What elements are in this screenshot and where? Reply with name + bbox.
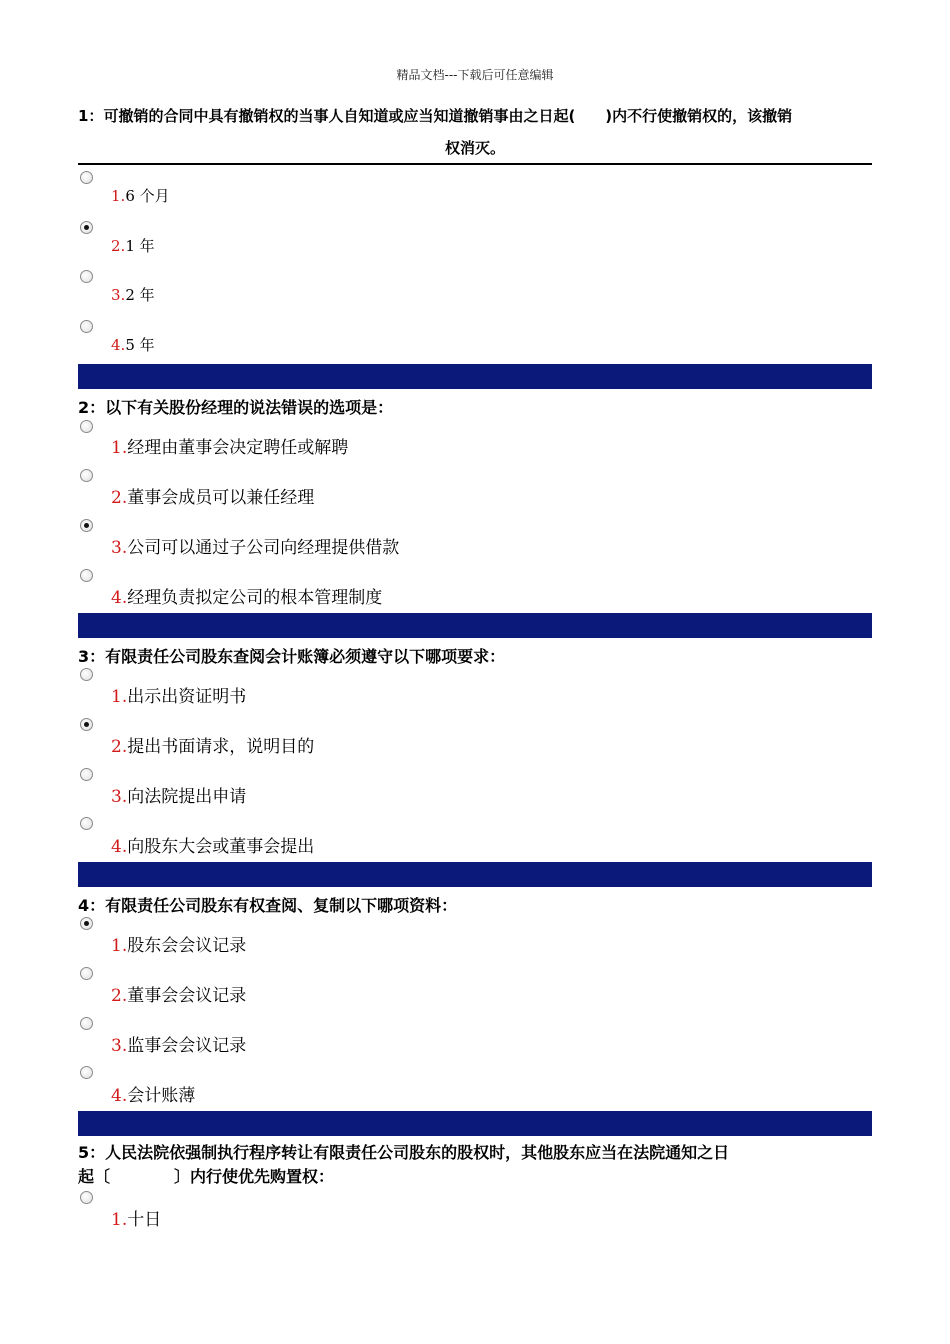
option-q4-4 [111, 1081, 195, 1106]
option-number: 4. [111, 837, 128, 857]
radio-button[interactable] [80, 768, 93, 781]
radio-button[interactable] [80, 718, 93, 731]
question-number: 3： [78, 647, 106, 666]
question-text: 人民法院依强制执行程序转让有限责任公司股东的股权时，其他股东应当在法院通知之日 [105, 1143, 730, 1162]
question-5 [78, 1141, 872, 1189]
option-q3-4 [111, 832, 314, 857]
option-label: 出示出资证明书 [127, 687, 247, 707]
separator-bar [78, 1111, 872, 1136]
option-number: 1. [111, 438, 128, 458]
option-q4-1 [111, 931, 246, 956]
radio-button[interactable] [80, 817, 93, 830]
radio-button[interactable] [80, 1066, 93, 1079]
option-label: 公司可以通过子公司向经理提供借款 [127, 538, 400, 558]
option-label: 2 年 [125, 286, 155, 304]
option-number: 3. [111, 538, 128, 558]
radio-button[interactable] [80, 469, 93, 482]
question-number: 5： [78, 1143, 106, 1162]
option-label: 董事会会议记录 [127, 986, 247, 1006]
option-label: 向法院提出申请 [127, 787, 247, 807]
question-number: 2： [78, 398, 106, 417]
divider-rule [78, 163, 872, 165]
option-number: 4. [111, 1086, 128, 1106]
option-number: 4. [111, 336, 126, 354]
option-label: 6 个月 [125, 187, 170, 205]
option-q2-1 [111, 433, 348, 458]
question-text-continued: 权消灭。 [444, 139, 505, 157]
radio-button[interactable] [80, 1017, 93, 1030]
option-number: 1. [111, 687, 128, 707]
question-1 [78, 100, 872, 164]
option-number: 2. [111, 237, 126, 255]
radio-button[interactable] [80, 668, 93, 681]
radio-button[interactable] [80, 270, 93, 283]
option-label: 1 年 [125, 237, 155, 255]
separator-bar [78, 364, 872, 389]
radio-button[interactable] [80, 420, 93, 433]
option-number: 1. [111, 1210, 128, 1230]
option-q1-2 [111, 235, 155, 256]
option-label: 会计账薄 [127, 1086, 196, 1106]
option-label: 股东会会议记录 [127, 936, 247, 956]
option-q2-4 [111, 583, 382, 608]
question-4 [78, 893, 872, 916]
option-q3-1 [111, 682, 246, 707]
option-q2-2 [111, 483, 314, 508]
option-number: 2. [111, 737, 128, 757]
radio-button[interactable] [80, 221, 93, 234]
option-label: 监事会会议记录 [127, 1036, 247, 1056]
radio-button[interactable] [80, 171, 93, 184]
option-q4-2 [111, 981, 246, 1006]
question-text: 以下有关股份经理的说法错误的选项是： [105, 398, 394, 417]
document-header: 精品文档---下载后可任意编辑 [396, 68, 554, 82]
option-q1-3 [111, 284, 155, 305]
question-text: 有限责任公司股东查阅会计账簿必须遵守以下哪项要求： [105, 647, 506, 666]
option-label: 提出书面请求，说明目的 [127, 737, 315, 757]
option-number: 3. [111, 286, 126, 304]
option-number: 2. [111, 986, 128, 1006]
option-label: 董事会成员可以兼任经理 [127, 488, 315, 508]
question-number: 1： [78, 107, 104, 125]
question-text: 有限责任公司股东有权查阅、复制以下哪项资料： [105, 896, 458, 915]
option-q2-3 [111, 533, 399, 558]
radio-button[interactable] [80, 1191, 93, 1204]
option-label: 经理由董事会决定聘任或解聘 [127, 438, 349, 458]
radio-button[interactable] [80, 917, 93, 930]
option-q3-3 [111, 782, 246, 807]
separator-bar [78, 613, 872, 638]
radio-button[interactable] [80, 569, 93, 582]
option-q3-2 [111, 732, 314, 757]
option-label: 5 年 [125, 336, 155, 354]
option-number: 2. [111, 488, 128, 508]
radio-button[interactable] [80, 967, 93, 980]
option-label: 向股东大会或董事会提出 [127, 837, 315, 857]
question-text: 可撤销的合同中具有撤销权的当事人自知道或应当知道撤销事由之日起( )内不行使撤销权的，该撤销 [103, 107, 793, 125]
question-3 [78, 644, 872, 667]
radio-button[interactable] [80, 320, 93, 333]
question-2 [78, 395, 872, 418]
option-number: 3. [111, 787, 128, 807]
option-q1-1 [111, 185, 170, 206]
option-number: 1. [111, 936, 128, 956]
option-q4-3 [111, 1031, 246, 1056]
option-q5-1 [111, 1205, 161, 1230]
option-number: 4. [111, 588, 128, 608]
option-number: 3. [111, 1036, 128, 1056]
radio-button[interactable] [80, 519, 93, 532]
separator-bar [78, 862, 872, 887]
question-number: 4： [78, 896, 106, 915]
option-label: 十日 [127, 1210, 162, 1230]
option-q1-4 [111, 334, 155, 355]
question-text-continued: 起〔 〕内行使优先购置权： [78, 1167, 335, 1186]
option-number: 1. [111, 187, 126, 205]
option-label: 经理负责拟定公司的根本管理制度 [127, 588, 383, 608]
